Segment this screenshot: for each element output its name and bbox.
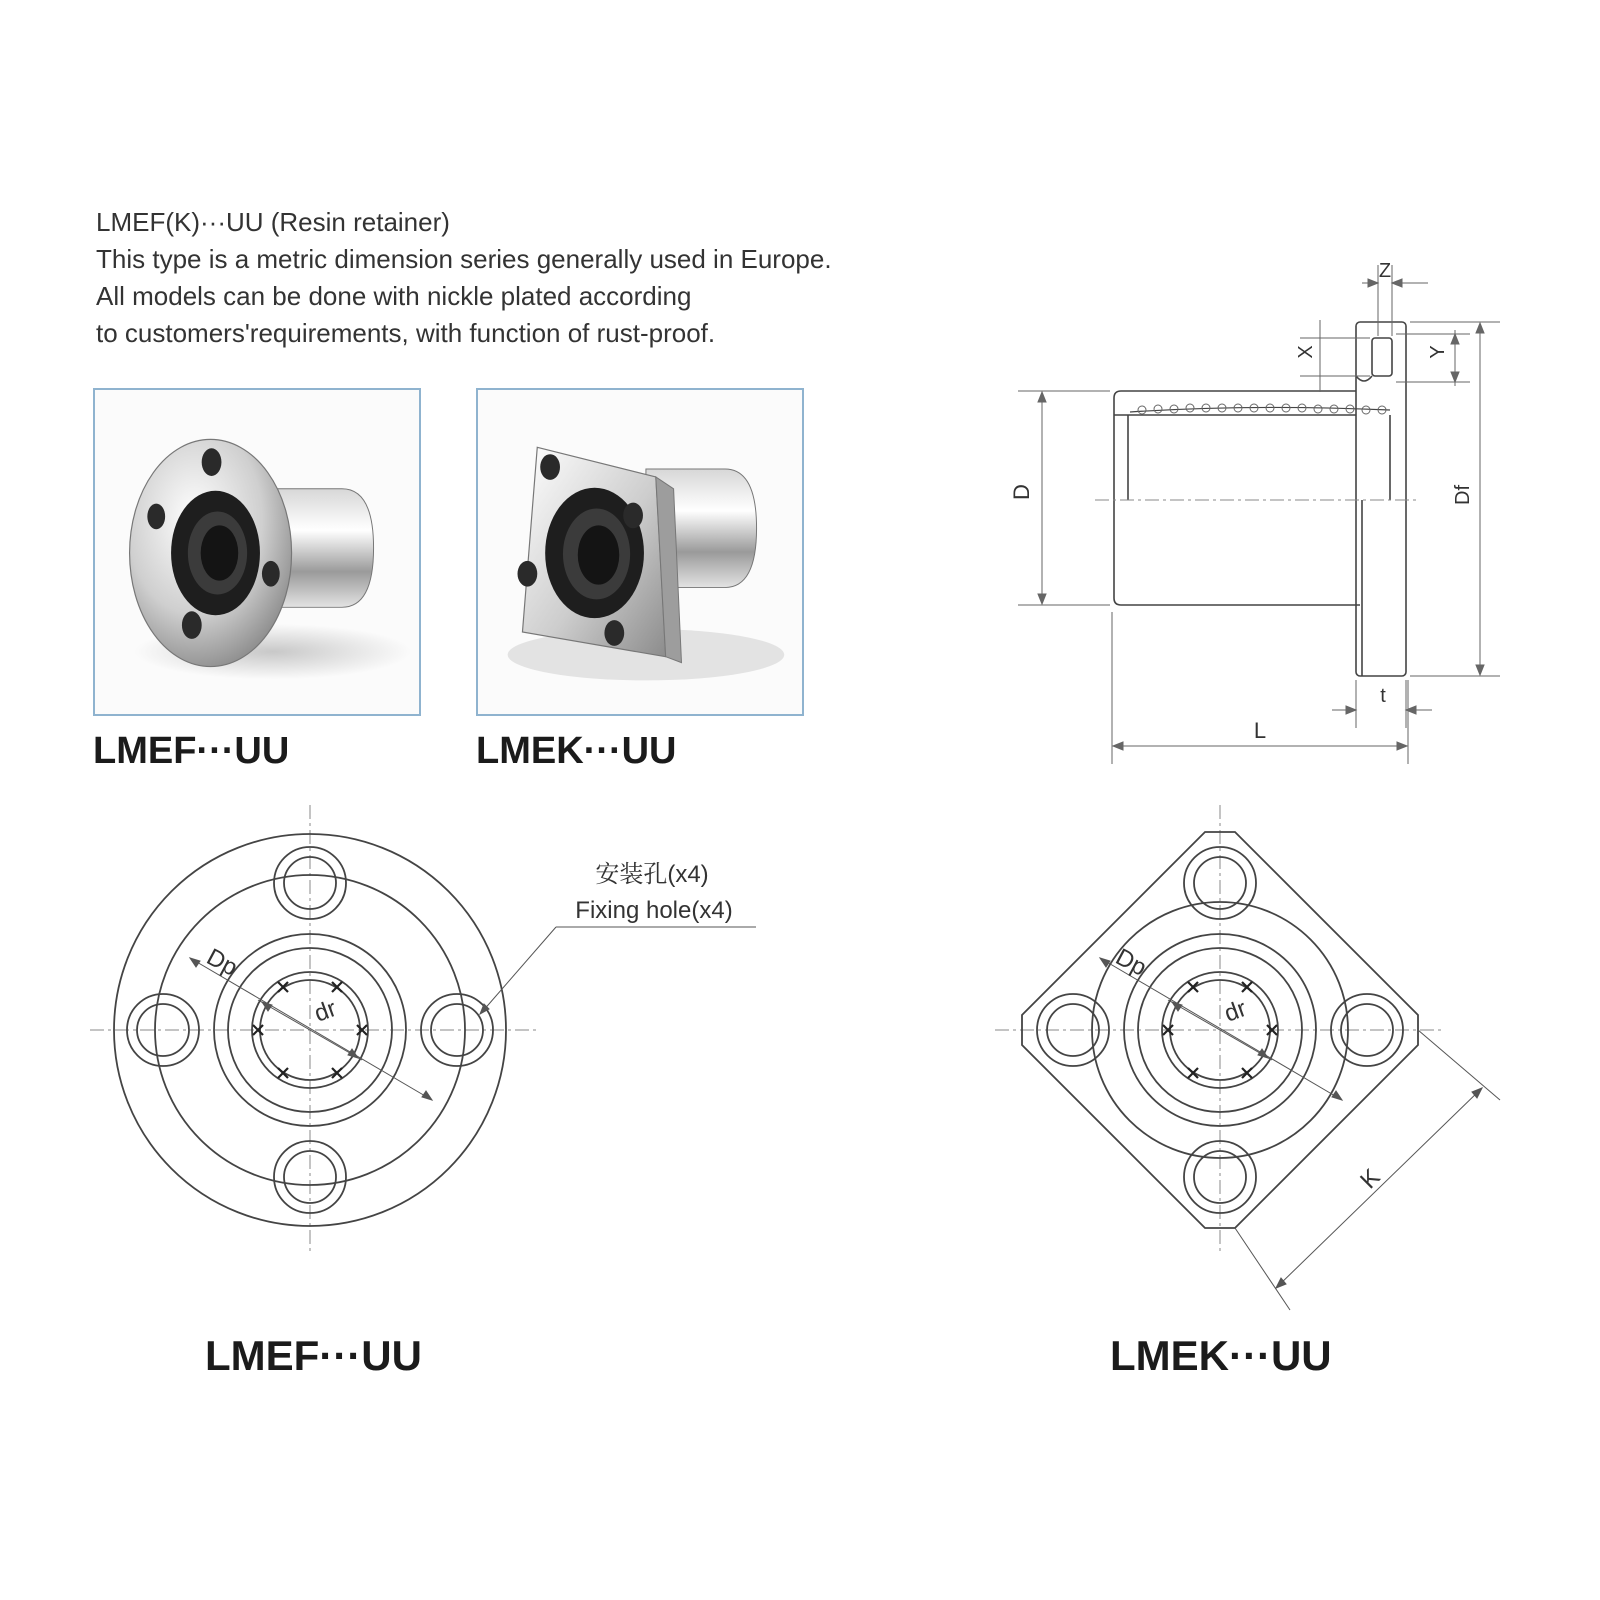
round-drawing-caption: LMEF···UU: [205, 1332, 422, 1379]
dim-df-label: Df: [1452, 485, 1474, 505]
round-flange-front-view: [80, 800, 780, 1320]
dim-t-label: t: [1380, 685, 1386, 707]
side-view-drawing: [980, 250, 1540, 790]
dim-k-label: K: [1355, 1163, 1386, 1195]
square-dp-label: Dp: [1111, 943, 1151, 982]
bearing-body-outline: [1114, 398, 1360, 605]
ball-row: [1130, 407, 1390, 412]
square-flange-photo: [476, 388, 804, 716]
dim-y-label: Y: [1427, 345, 1449, 359]
round-flange-bearing-image: [95, 390, 419, 714]
round-flange-photo: [93, 388, 421, 716]
fixing-hole-label-en: Fixing hole(x4): [575, 897, 733, 924]
intro-text: [96, 204, 832, 352]
flange-outline: [1356, 322, 1406, 676]
intro-line-1: This type is a metric dimension series generally used in Europe.: [96, 244, 832, 274]
dim-x-label: X: [1295, 345, 1317, 359]
dim-l-label: L: [1253, 718, 1267, 743]
square-photo-caption: LMEK···UU: [476, 730, 677, 772]
intro-line-2: All models can be done with nickle plated according: [96, 281, 692, 311]
fixing-hole-label-cn: 安装孔(x4): [595, 861, 709, 888]
square-flange-bearing-image: [478, 390, 802, 714]
square-drawing-caption: LMEK···UU: [1110, 1332, 1332, 1379]
round-dr-label: dr: [310, 994, 341, 1028]
round-dp-label: Dp: [202, 943, 242, 982]
square-dr-label: dr: [1220, 994, 1251, 1028]
intro-line-3: to customers'requirements, with function of rust-proof.: [96, 318, 716, 348]
intro-heading: LMEF(K)···UU (Resin retainer): [96, 207, 450, 237]
square-flange-front-view: [990, 800, 1520, 1320]
dim-z-label: Z: [1378, 260, 1392, 282]
round-photo-caption: LMEF···UU: [93, 730, 290, 772]
dim-d-label: D: [1009, 484, 1034, 500]
